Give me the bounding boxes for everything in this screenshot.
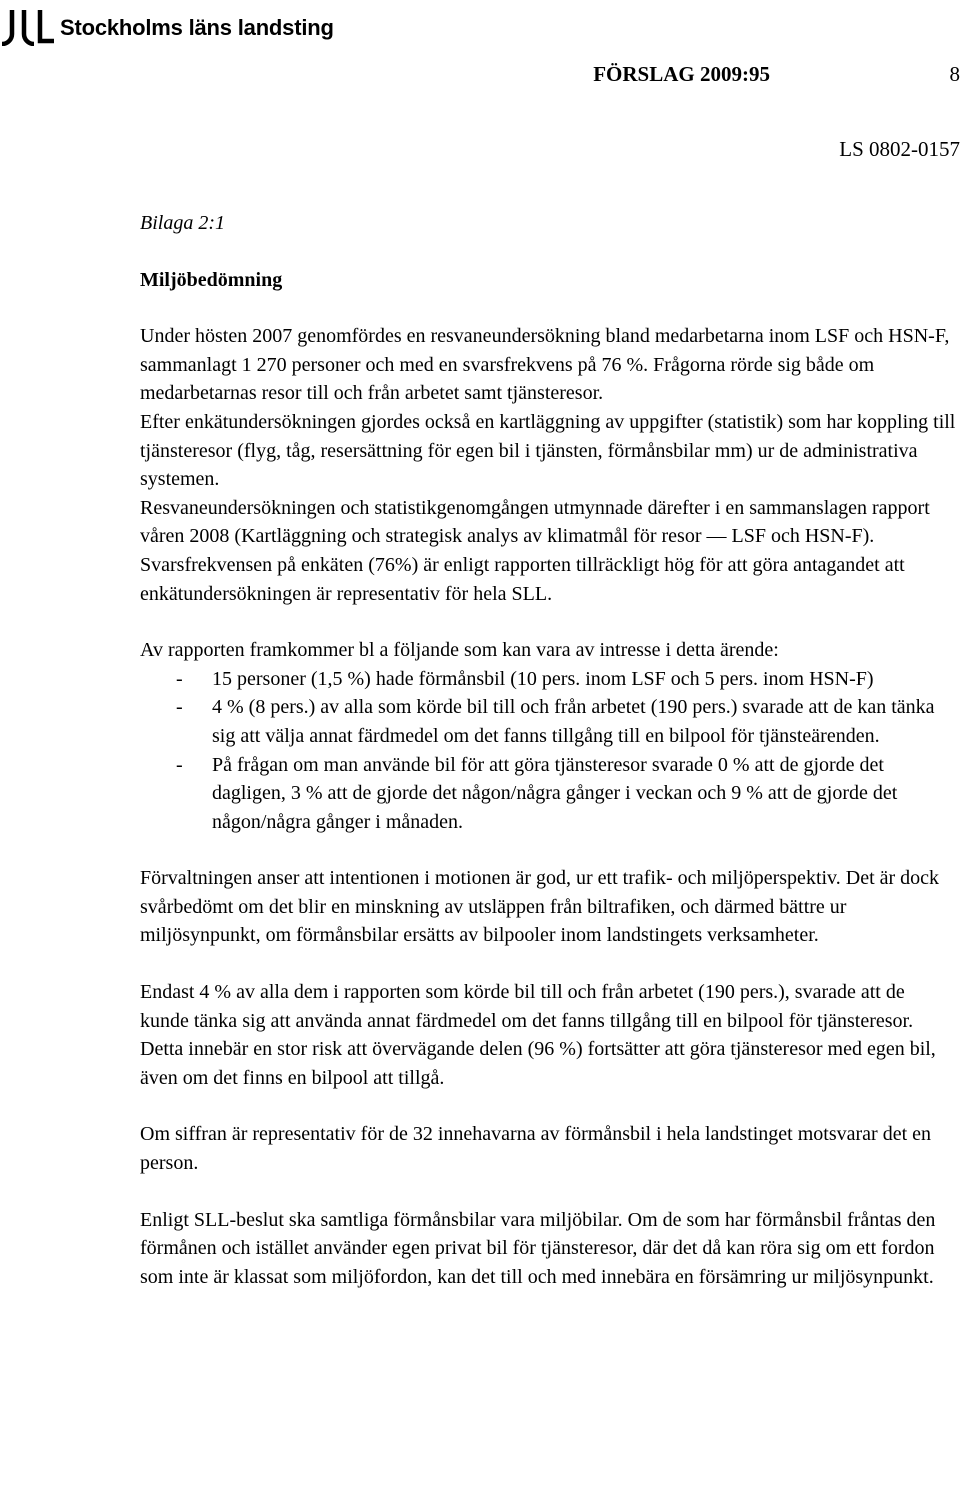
org-name: Stockholms läns landsting [60,15,334,40]
paragraph: Endast 4 % av alla dem i rapporten som körde bil till och från arbetet (190 pers.), svarade att de kunde tänka sig att använda annat färdmedel om det fanns tillgång till en bilpool för tjänsteresor. Detta innebär en stor risk att övervägande delen (96 %) fortsätter att göra tjänsteresor med egen bil, även om det finns en bilpool att tillgå. [140,981,936,1089]
findings-list [140,665,958,837]
page-number: 8 [949,62,960,86]
paragraph: Svarsfrekvensen på enkäten (76%) är enligt rapporten tillräckligt hög för att göra antagandet att enkätundersökningen är representativ för hela SLL. [140,553,905,605]
proposal-number: FÖRSLAG 2009:95 [593,62,770,86]
list-item [140,693,958,750]
list-marker: - [176,667,183,690]
paragraph: Av rapporten framkommer bl a följande som kan vara av intresse i detta ärende: [140,639,779,662]
list-item [140,751,958,837]
list-item-text: 4 % (8 pers.) av alla som körde bil till och från arbetet (190 pers.) svarade att de kan tänka sig att välja annat färdmedel om det fanns tillgång till en bilpool för tjänsteärenden. [212,696,935,747]
org-logo [2,8,334,48]
section-heading: Miljöbedömning [140,268,283,291]
paragraph: Efter enkätundersökningen gjordes också en kartläggning av uppgifter (statistik) som har koppling till tjänsteresor (flyg, tåg, resersättning för egen bil i tjänsten, förmånsbilar mm) ur de administrativa systemen. [140,410,956,491]
list-item-text: 15 personer (1,5 %) hade förmånsbil (10 pers. inom LSF och 5 pers. inom HSN-F) [212,667,874,690]
paragraph: Resvaneundersökningen och statistikgenomgången utmynnade därefter i en sammanslagen rapport våren 2008 (Kartläggning och strategisk analys av klimatmål för resor — LSF och HSN-F). [140,496,930,548]
attachment-label: Bilaga 2:1 [140,212,225,234]
paragraph: Förvaltningen anser att intentionen i motionen är god, ur ett trafik- och miljöperspektiv. Det är dock svårbedömt om det blir en minskning av utsläppen från biltrafiken, och därmed bättre ur miljösynpunkt, om förmånsbilar ersätts av bilpooler inom landstingets verksamheter. [140,867,940,947]
list-marker: - [176,696,183,719]
sll-logo-icon [2,10,54,46]
list-item [140,665,958,694]
paragraph: Om siffran är representativ för de 32 innehavarna av förmånsbil i hela landstinget motsvarar det en person. [140,1123,932,1175]
document-body [140,209,958,1291]
list-item-text: På frågan om man använde bil för att göra tjänsteresor svarade 0 % att de gjorde det dagligen, 3 % att de gjorde det någon/några gånger i veckan och 9 % att de gjorde det någon/några gånger i månaden. [212,753,898,833]
paragraph: Enligt SLL-beslut ska samtliga förmånsbilar vara miljöbilar. Om de som har förmånsbil fråntas den förmånen och istället använder egen privat bil för tjänsteresor, där det då kan röra sig om ett fordon som inte är klassat som miljöfordon, kan det till och med innebära en försämring ur miljösynpunkt. [140,1208,936,1288]
list-marker: - [176,753,183,776]
reference-number: LS 0802-0157 [839,137,960,161]
paragraph: Under hösten 2007 genomfördes en resvaneundersökning bland medarbetarna inom LSF och HSN-F, sammanlagt 1 270 personer och med en svarsfrekvens på 76 %. Frågorna rörde sig både om medarbetarnas resor till och från arbetet samt tjänsteresor. [140,325,950,405]
